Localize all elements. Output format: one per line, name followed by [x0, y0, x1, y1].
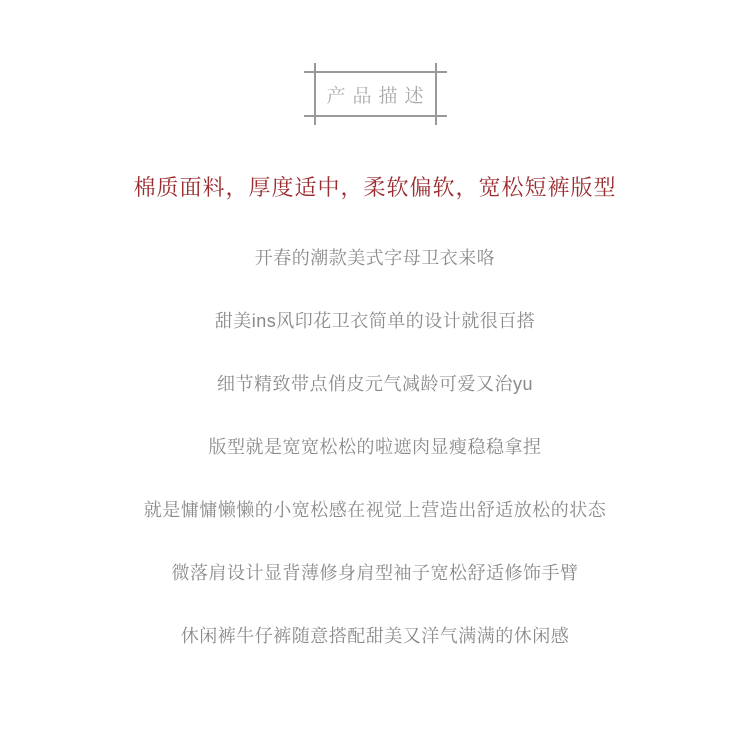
description-line: 开春的潮款美式字母卫衣来咯 — [254, 248, 496, 268]
description-lines — [0, 249, 750, 646]
description-line: 微落肩设计显背薄修身肩型袖子宽松舒适修饰手臂 — [171, 563, 579, 583]
frame-line-bottom — [304, 115, 447, 117]
product-description-page — [0, 63, 750, 731]
section-title: 产品描述 — [326, 85, 431, 107]
description-line: 休闲裤牛仔裤随意搭配甜美又洋气满满的休闲感 — [180, 626, 570, 646]
description-line: 版型就是宽宽松松的啦遮肉显瘦稳稳拿捏 — [208, 437, 542, 457]
section-title-frame — [304, 63, 447, 125]
description-line: 甜美ins风印花卫衣简单的设计就很百搭 — [214, 311, 536, 331]
description-line: 细节精致带点俏皮元气减龄可爱又治yu — [216, 374, 533, 394]
description-line: 就是慵慵懒懒的小宽松感在视觉上营造出舒适放松的状态 — [143, 500, 607, 520]
frame-line-right — [435, 63, 437, 125]
product-headline: 棉质面料，厚度适中，柔软偏软，宽松短裤版型 — [133, 175, 617, 200]
